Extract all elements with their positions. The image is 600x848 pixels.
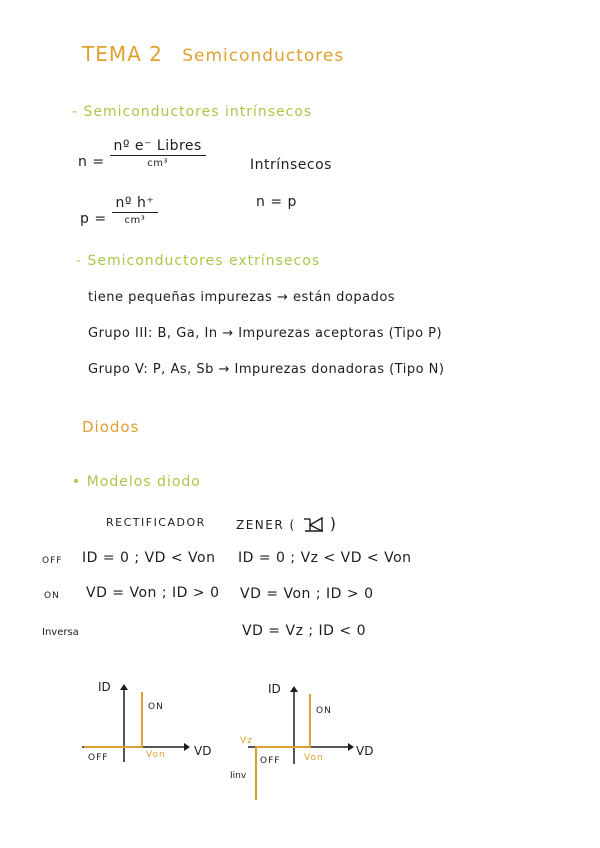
row-off-label: OFF bbox=[42, 556, 63, 566]
row-inversa-zener: VD = Vz ; ID < 0 bbox=[242, 623, 366, 639]
g2-iinv-label: Iinv bbox=[230, 771, 247, 781]
n-lhs: n = bbox=[78, 154, 105, 170]
g2-off-label: OFF bbox=[260, 756, 281, 766]
g2-xlabel: VD bbox=[356, 744, 374, 758]
title-tema: TEMA 2 bbox=[82, 42, 163, 66]
p-fraction bbox=[112, 195, 159, 226]
g2-y-arrow-icon bbox=[290, 686, 298, 692]
g2-on-label: ON bbox=[316, 706, 332, 716]
row-off-zener: ID = 0 ; Vz < VD < Von bbox=[238, 550, 412, 566]
g2-vz-label: Vz bbox=[240, 736, 253, 746]
g1-x-arrow-icon bbox=[184, 743, 190, 751]
n-equals-p: n = p bbox=[256, 194, 297, 210]
row-on-rectificador: VD = Von ; ID > 0 bbox=[86, 585, 220, 601]
p-denominator: cm³ bbox=[124, 215, 146, 226]
g1-y-arrow-icon bbox=[120, 684, 128, 690]
row-off-rectificador: ID = 0 ; VD < Von bbox=[82, 550, 216, 566]
col-zener-close: ) bbox=[329, 514, 338, 533]
g1-von-label: Von bbox=[146, 750, 166, 760]
n-formula bbox=[78, 138, 206, 170]
g1-off-label: OFF bbox=[88, 753, 109, 763]
page-title bbox=[82, 42, 344, 66]
rectifier-iv-graph bbox=[80, 674, 220, 774]
g2-ylabel: ID bbox=[268, 682, 281, 696]
extrinsic-line-3: Grupo V: P, As, Sb → Impurezas donadoras (Tipo N) bbox=[88, 362, 445, 377]
g1-xlabel: VD bbox=[194, 744, 212, 758]
zener-symbol-icon bbox=[301, 515, 325, 533]
extrinsic-heading: - Semiconductores extrínsecos bbox=[76, 253, 321, 269]
zener-iv-graph bbox=[226, 676, 376, 806]
n-numerator: nº e⁻ Libres bbox=[110, 138, 206, 156]
p-formula bbox=[80, 195, 158, 227]
title-subject: Semiconductores bbox=[182, 46, 345, 66]
g2-von-label: Von bbox=[304, 753, 324, 763]
extrinsic-line-1: tiene pequeñas impurezas → están dopados bbox=[88, 290, 396, 305]
col-zener-label: ZENER ( bbox=[236, 518, 296, 532]
n-fraction bbox=[110, 138, 206, 169]
extrinsic-line-2: Grupo III: B, Ga, In → Impurezas aceptoras (Tipo P) bbox=[88, 326, 443, 341]
n-denominator: cm³ bbox=[147, 158, 169, 169]
g1-on-label: ON bbox=[148, 702, 164, 712]
intrinsic-heading: - Semiconductores intrínsecos bbox=[72, 104, 313, 120]
modelos-heading: • Modelos diodo bbox=[72, 474, 201, 490]
col-rectificador: RECTIFICADOR bbox=[106, 516, 206, 529]
g2-x-arrow-icon bbox=[348, 743, 354, 751]
g2-characteristic bbox=[256, 694, 310, 800]
col-zener bbox=[236, 514, 337, 533]
p-lhs: p = bbox=[80, 211, 107, 227]
g1-characteristic bbox=[84, 692, 142, 747]
g1-ylabel: ID bbox=[98, 680, 111, 694]
row-inversa-label: Inversa bbox=[42, 627, 79, 638]
intrinsecos-label: Intrínsecos bbox=[250, 157, 332, 173]
row-on-zener: VD = Von ; ID > 0 bbox=[240, 586, 374, 602]
p-numerator: nº h⁺ bbox=[112, 195, 159, 213]
row-on-label: ON bbox=[44, 591, 60, 601]
diodos-heading: Diodos bbox=[82, 418, 140, 436]
